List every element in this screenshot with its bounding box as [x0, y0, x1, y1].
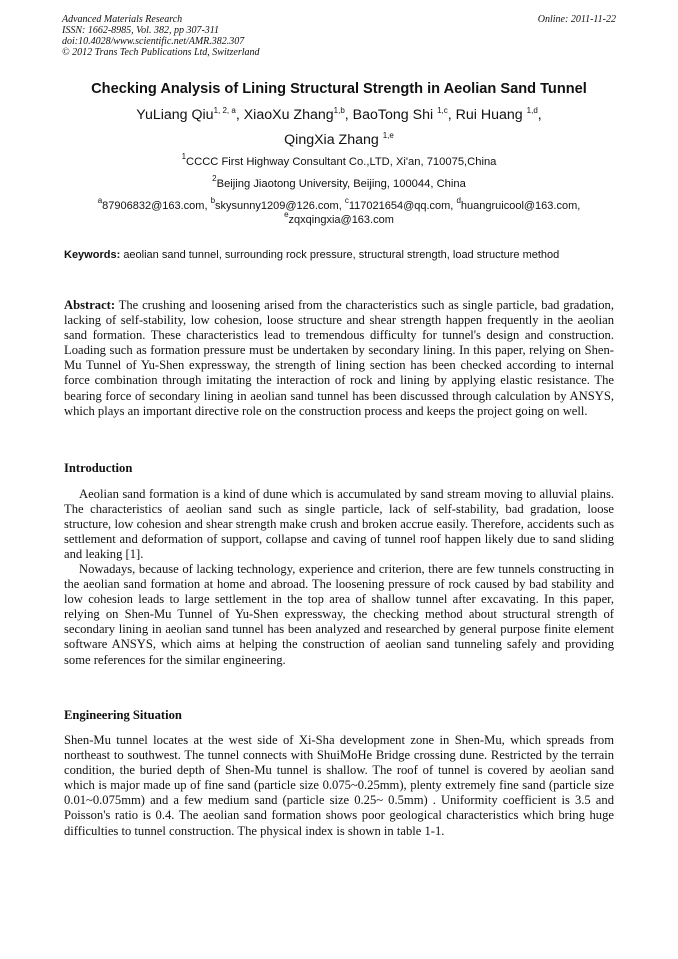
email-line-1: [62, 196, 616, 213]
online-date: Online: 2011-11-22: [537, 14, 616, 25]
email-sup: d: [456, 196, 461, 205]
author-sup: 1,b: [333, 106, 345, 115]
email-line-2: [62, 210, 616, 227]
keywords: [64, 248, 614, 262]
engineering-heading: Engineering Situation: [64, 708, 182, 722]
author-sup: 1,e: [382, 131, 394, 140]
author-list: [40, 103, 638, 153]
keywords-label: Keywords:: [64, 249, 121, 261]
affiliation-sup: 1: [181, 152, 187, 161]
journal-doi: doi:10.4028/www.scientific.net/AMR.382.307: [62, 36, 245, 47]
journal-name: Advanced Materials Research: [62, 14, 183, 25]
email-sup: a: [97, 196, 103, 205]
keywords-text: aeolian sand tunnel, surrounding rock pressure, structural strength, load structure method: [123, 249, 560, 261]
author-line-2: [40, 128, 638, 153]
author-name: BaoTong Shi: [352, 107, 434, 123]
email-sup: e: [284, 210, 289, 219]
author-name: Rui Huang: [455, 107, 523, 123]
author-name: QingXia Zhang: [284, 132, 379, 148]
introduction-heading: Introduction: [64, 461, 133, 475]
affiliation-sup: 2: [212, 174, 217, 183]
paper-title: Checking Analysis of Lining Structural Strength in Aeolian Sand Tunnel: [91, 81, 587, 97]
author-sup: 1,d: [526, 106, 538, 115]
email-list: [62, 196, 616, 227]
abstract: [64, 298, 614, 419]
journal-issn: ISSN: 1662-8985, Vol. 382, pp 307-311: [62, 25, 220, 36]
email-sup: b: [210, 196, 216, 205]
author-sup: 1, 2, a: [213, 106, 236, 115]
author-name: YuLiang Qiu: [136, 107, 214, 123]
affiliation-1: [40, 152, 638, 168]
author-sup: 1,c: [437, 106, 448, 115]
affiliation-text: Beijing Jiaotong University, Beijing, 100044, China: [216, 178, 466, 190]
abstract-text: The crushing and loosening arised from the characteristics such as single particle, bad gradation, lacking of self-stability, low cohesion, loose structure and shear strength happen frequently in the aeolian sand formation. These characteristics lead to tremendous difficulty for tunnel's design and construction. Loading such as formation pressure must be undertaken by secondary lining. In this paper, relying on Shen-Mu Tunnel of Yu-Shen expressway, the strength of lining section has been checked according to internal force combination through imitating the interaction of rock and lining by applying elastic resistance. The bearing force of secondary lining in aeolian sand tunnel has been discussed through calculation by ANSYS, which plays an important directive role on the construction process and keeps the project going on well.: [64, 298, 614, 418]
journal-copyright: © 2012 Trans Tech Publications Ltd, Switzerland: [62, 47, 260, 58]
email-address: zqxqingxia@163.com: [288, 214, 394, 226]
affiliation-2: [40, 174, 638, 190]
introduction-paragraph-1: Aeolian sand formation is a kind of dune which is accumulated by sand stream moving to alluvial plains. The characteristics of aeolian sand such as single particle, lack of self-stability, bad gradation, loose structure, low cohesion and shear strength make crush and broken accrue easily. Therefore, accidents such as settlement and deformation of support, collapse and caving of tunnel roof happen likely due to sand sliding and leaking [1].: [64, 487, 614, 562]
engineering-paragraph-1: Shen-Mu tunnel locates at the west side of Xi-Sha development zone in Shen-Mu, which spreads from northeast to southwest. The tunnel connects with ShuiMoHe Bridge crossing dune. Restricted by the terrain condition, the buried depth of Shen-Mu tunnel is shallow. The roof of tunnel is covered by aeolian sand which is major made up of fine sand (particle size 0.075~0.25mm), plenty extremely fine sand (particle size 0.01~0.075mm) and a few medium sand (particle size 0.25~ 0.5mm) . Uniformity coefficient is 3.5 and Poisson's ratio is 0.4. The aeolian sand formation shows poor geological characteristics which bring huge difficulties to tunnel construction. The physical index is shown in table 1-1.: [64, 733, 614, 838]
author-name: XiaoXu Zhang: [243, 107, 334, 123]
journal-header: [62, 14, 616, 58]
abstract-label: Abstract:: [64, 298, 116, 312]
author-line-1: YuLiang Qiu$^{1, 2, a}$, XiaoXu Zhang$^{1,b}$, BaoTong Shi $^{1,c}$, Rui Huang $^{1,d}$,: [136, 106, 542, 123]
email-address: skysunny1209@126.com,: [215, 200, 342, 212]
email-address: 87906832@163.com,: [102, 200, 208, 212]
introduction-paragraph-2: Nowadays, because of lacking technology, experience and criterion, there are few tunnels constructing in the aeolian sand formation at home and abroad. The loosening pressure of rock caused by bad stability and low cohesion leads to large settlement in the top area of shallow tunnel after excavating. In this paper, relying on Shen-Mu Tunnel of Yu-Shen expressway, the checking method about structural strength of secondary lining in aeolian sand tunnel has been analyzed and researched by general purpose finite element software ANSYS, which aims at helping the construction of aeolian sand tunneling safely and providing some references for the similar engineering.: [64, 562, 614, 667]
email-sup: c: [344, 196, 349, 205]
affiliation-text: CCCC First Highway Consultant Co.,LTD, Xi'an, 710075,China: [186, 156, 497, 168]
email-address: 117021654@qq.com,: [348, 200, 454, 212]
email-address: huangruicool@163.com,: [460, 200, 581, 212]
